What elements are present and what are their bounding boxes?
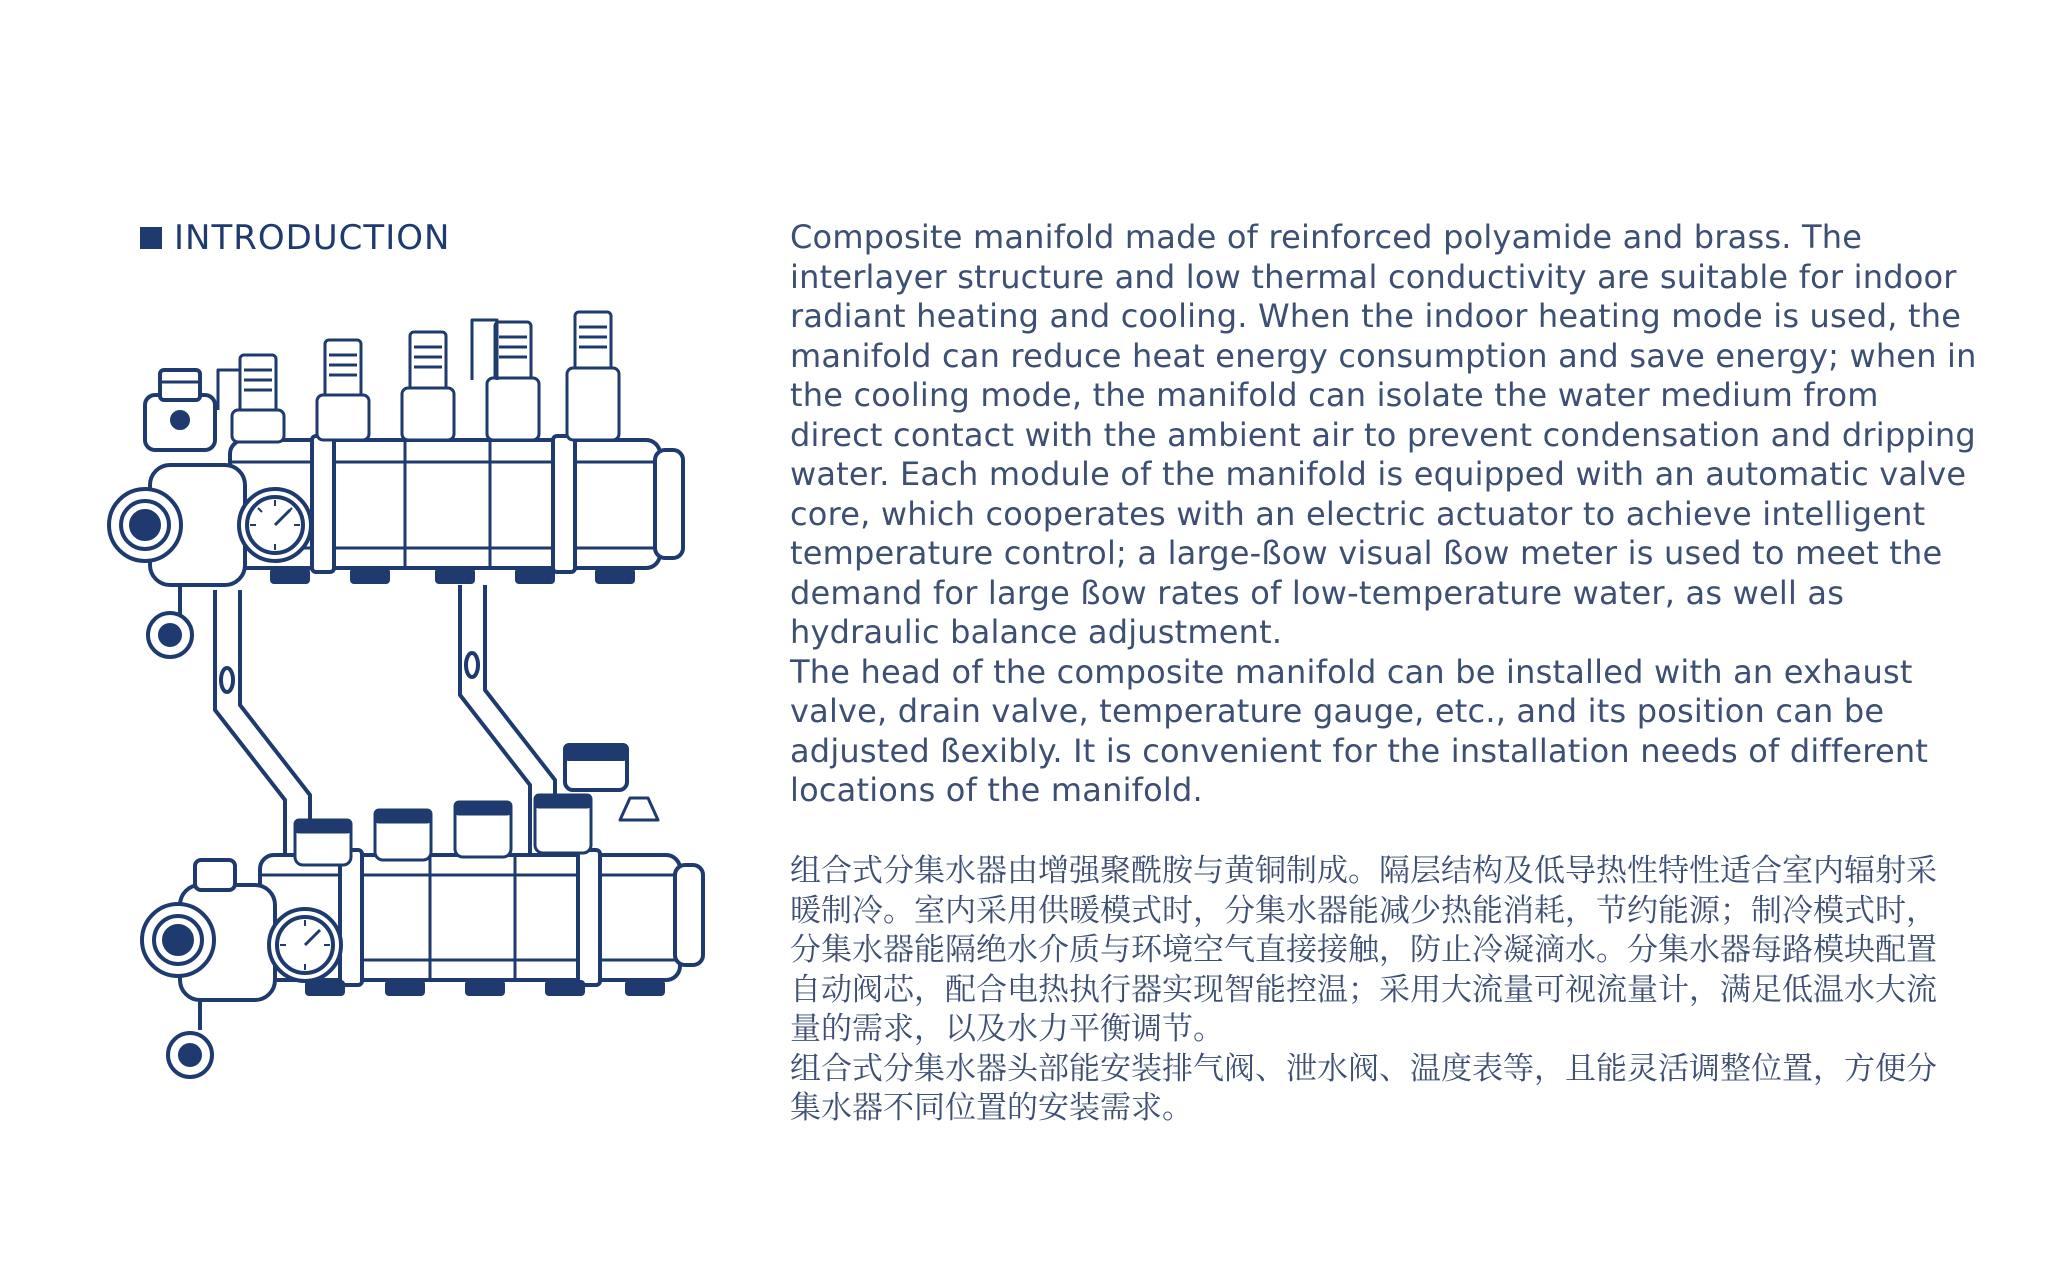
chinese-paragraph-2: 组合式分集水器头部能安装排气阀、泄水阀、温度表等，且能灵活调整位置，方便分集水器不同位置的安装需求。 bbox=[790, 1050, 1937, 1126]
loose-cap bbox=[565, 745, 627, 790]
english-paragraph-2: The head of the composite manifold can be installed with an exhaust valve, drain valve, temperature gauge, etc., and its position can be adjusted ßexibly. It is convenient for the installation needs of different locations of the manifold. bbox=[790, 652, 1929, 809]
english-paragraph-1: Composite manifold made of reinforced polyamide and brass. The interlayer structure and low thermal conductivity are suitable for indoor radiant heating and cooling. When the indoor heating mode is used, the manifold can reduce heat energy consumption and save energy; when in the cooling mode, the manifold can isolate the water medium from direct contact with the ambient air to prevent condensation and dripping water. Each module of the manifold is equipped with an automatic valve core, which cooperates with an electric actuator to achieve intelligent temperature control; a large-ßow visual ßow meter is used to meet the demand for large ßow rates of low-temperature water, as well as hydraulic balance adjustment. bbox=[790, 218, 1977, 651]
upper-manifold bbox=[109, 312, 683, 657]
lower-manifold bbox=[142, 795, 703, 1077]
section-title: INTRODUCTION bbox=[174, 218, 451, 258]
manifold-illustration bbox=[100, 300, 740, 1140]
heading-square-icon bbox=[140, 227, 162, 249]
section-heading bbox=[140, 218, 450, 258]
english-description bbox=[790, 218, 1980, 811]
chinese-paragraph-1: 组合式分集水器由增强聚酰胺与黄铜制成。隔层结构及低导热性特性适合室内辐射采暖制冷。室内采用供暖模式时，分集水器能减少热能消耗，节约能源；制冷模式时，分集水器能隔绝水介质与环境空气直接接触，防止冷凝滴水。分集水器每路模块配置自动阀芯，配合电热执行器实现智能控温；采用大流量可视流量计，满足低温水大流量的需求，以及水力平衡调节。 bbox=[790, 853, 1937, 1047]
chinese-description bbox=[790, 852, 1950, 1129]
